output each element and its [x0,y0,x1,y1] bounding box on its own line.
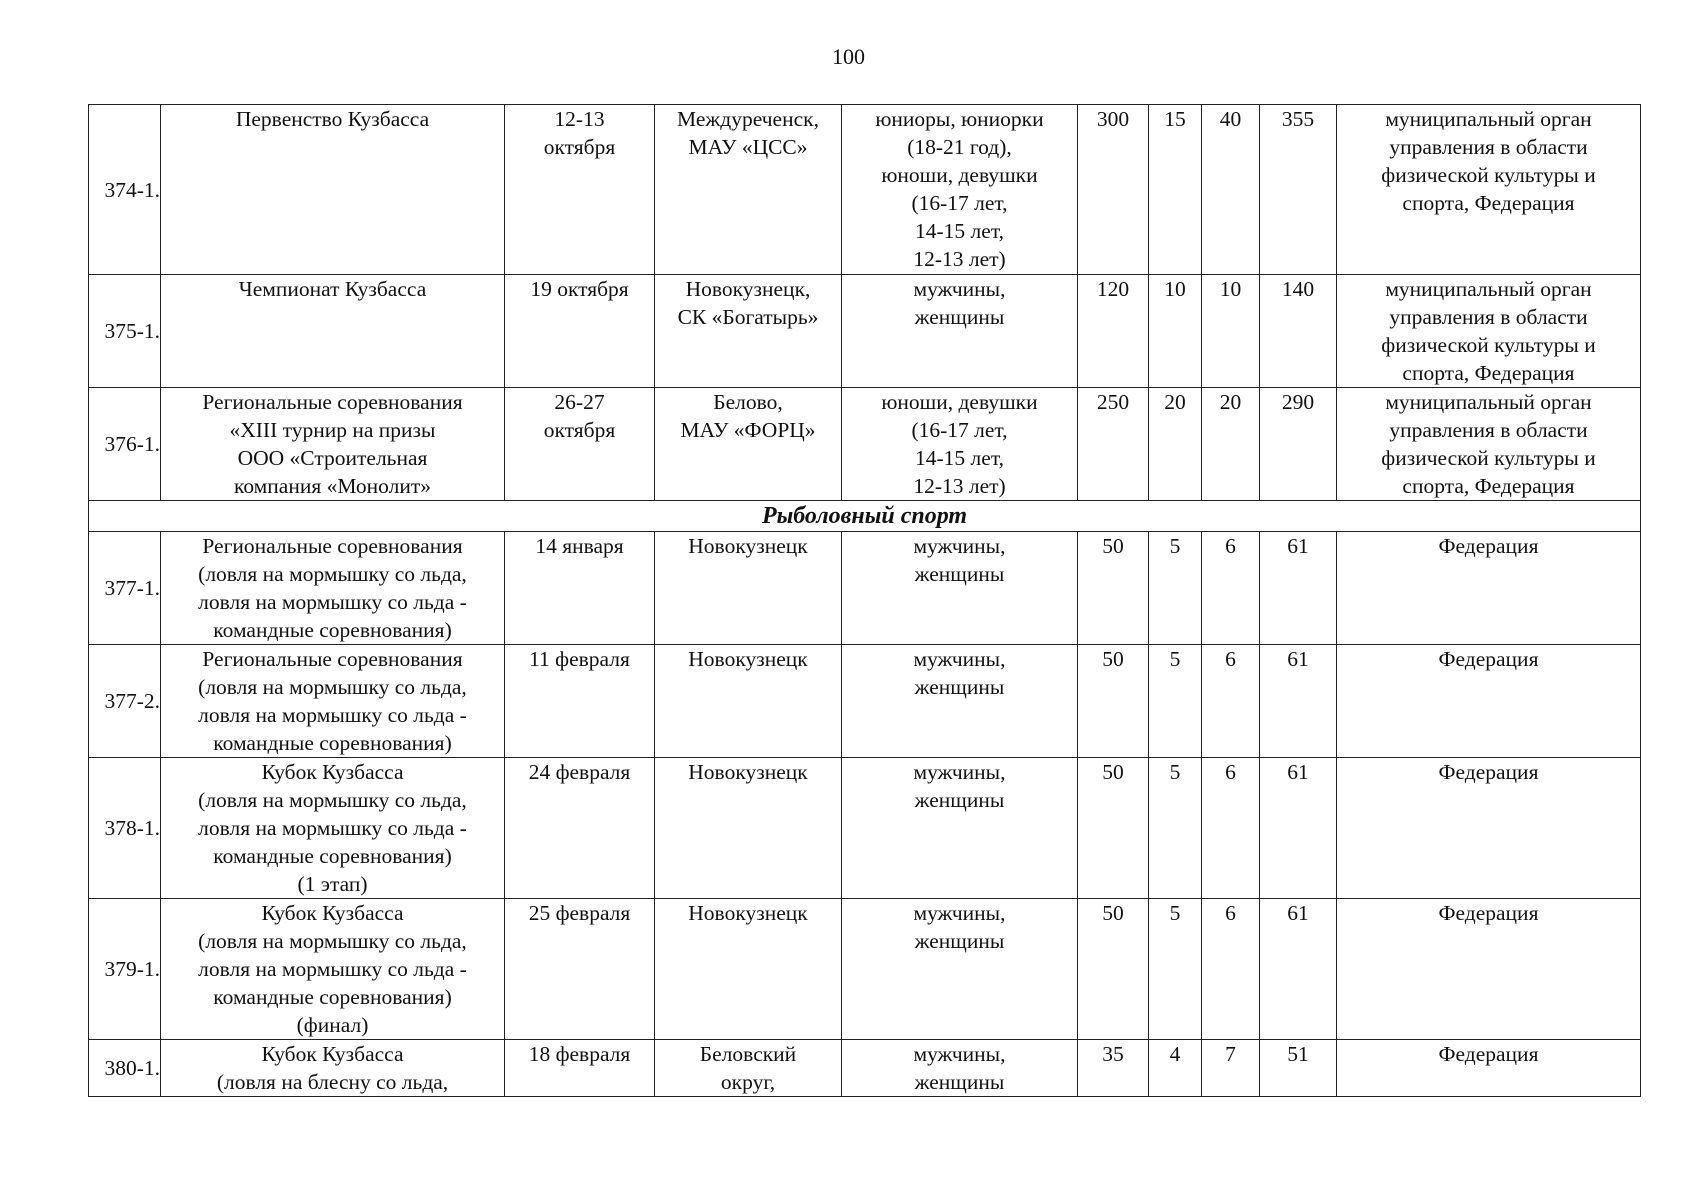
event-organizer: Федерация [1337,758,1641,899]
section-header-row [89,501,1641,532]
count-total: 290 [1260,388,1337,501]
count-total: 140 [1260,275,1337,388]
event-participants: мужчины, женщины [842,645,1078,758]
count-judges: 4 [1149,1040,1202,1097]
event-organizer: Федерация [1337,899,1641,1040]
count-coaches: 10 [1202,275,1260,388]
table-row [89,1040,1641,1097]
count-total: 61 [1260,758,1337,899]
event-participants: мужчины, женщины [842,1040,1078,1097]
table-row [89,532,1641,645]
count-total: 51 [1260,1040,1337,1097]
event-number: 379-1. [89,899,161,1040]
count-judges: 10 [1149,275,1202,388]
event-participants: мужчины, женщины [842,899,1078,1040]
event-place: Новокузнецк [655,532,842,645]
events-table [88,104,1641,1097]
count-athletes: 50 [1078,758,1149,899]
event-place: Белово, МАУ «ФОРЦ» [655,388,842,501]
count-coaches: 7 [1202,1040,1260,1097]
count-total: 61 [1260,645,1337,758]
event-participants: мужчины, женщины [842,275,1078,388]
table-row [89,758,1641,899]
event-date: 18 февраля [505,1040,655,1097]
event-participants: юниоры, юниорки (18-21 год), юноши, девушки (16-17 лет, 14-15 лет, 12-13 лет) [842,105,1078,275]
event-name: Кубок Кузбасса (ловля на мормышку со льда, ловля на мормышку со льда - командные соревнования) (1 этап) [161,758,505,899]
count-athletes: 50 [1078,532,1149,645]
event-participants: юноши, девушки (16-17 лет, 14-15 лет, 12-13 лет) [842,388,1078,501]
event-number: 380-1. [89,1040,161,1097]
event-place: Новокузнецк [655,899,842,1040]
count-judges: 20 [1149,388,1202,501]
event-date: 11 февраля [505,645,655,758]
count-total: 355 [1260,105,1337,275]
event-date: 19 октября [505,275,655,388]
table-row [89,388,1641,501]
count-total: 61 [1260,899,1337,1040]
count-judges: 5 [1149,758,1202,899]
count-coaches: 20 [1202,388,1260,501]
event-name: Кубок Кузбасса (ловля на мормышку со льда, ловля на мормышку со льда - командные соревнования) (финал) [161,899,505,1040]
event-organizer: муниципальный орган управления в области физической культуры и спорта, Федерация [1337,388,1641,501]
event-date: 14 января [505,532,655,645]
table-row [89,105,1641,275]
count-judges: 5 [1149,899,1202,1040]
event-place: Новокузнецк [655,758,842,899]
event-name: Региональные соревнования «XIII турнир на призы ООО «Строительная компания «Монолит» [161,388,505,501]
event-name: Первенство Кузбасса [161,105,505,275]
table-row [89,645,1641,758]
event-place: Новокузнецк [655,645,842,758]
page-number: 100 [832,44,865,69]
count-athletes: 50 [1078,899,1149,1040]
rows-boxing-section [89,105,1641,501]
event-name: Чемпионат Кузбасса [161,275,505,388]
count-judges: 5 [1149,532,1202,645]
count-total: 61 [1260,532,1337,645]
event-number: 376-1. [89,388,161,501]
event-participants: мужчины, женщины [842,758,1078,899]
event-name: Региональные соревнования (ловля на мормышку со льда, ловля на мормышку со льда - командные соревнования) [161,532,505,645]
event-date: 26-27 октября [505,388,655,501]
event-name: Региональные соревнования (ловля на мормышку со льда, ловля на мормышку со льда - командные соревнования) [161,645,505,758]
count-coaches: 6 [1202,532,1260,645]
event-number: 375-1. [89,275,161,388]
event-date: 24 февраля [505,758,655,899]
event-place: Новокузнецк, СК «Богатырь» [655,275,842,388]
table-row [89,275,1641,388]
count-coaches: 6 [1202,758,1260,899]
event-organizer: Федерация [1337,532,1641,645]
event-place: Междуреченск, МАУ «ЦСС» [655,105,842,275]
count-athletes: 120 [1078,275,1149,388]
event-date: 25 февраля [505,899,655,1040]
count-coaches: 6 [1202,899,1260,1040]
event-organizer: муниципальный орган управления в области физической культуры и спорта, Федерация [1337,275,1641,388]
event-organizer: муниципальный орган управления в области физической культуры и спорта, Федерация [1337,105,1641,275]
count-athletes: 35 [1078,1040,1149,1097]
count-judges: 5 [1149,645,1202,758]
count-coaches: 40 [1202,105,1260,275]
count-judges: 15 [1149,105,1202,275]
event-organizer: Федерация [1337,645,1641,758]
rows-fishing-section [89,532,1641,1097]
event-date: 12-13 октября [505,105,655,275]
count-athletes: 300 [1078,105,1149,275]
table-row [89,899,1641,1040]
section-title: Рыболовный спорт [89,501,1641,532]
count-coaches: 6 [1202,645,1260,758]
event-number: 377-2. [89,645,161,758]
event-number: 377-1. [89,532,161,645]
event-participants: мужчины, женщины [842,532,1078,645]
event-organizer: Федерация [1337,1040,1641,1097]
event-place: Беловский округ, [655,1040,842,1097]
event-number: 374-1. [89,105,161,275]
count-athletes: 250 [1078,388,1149,501]
count-athletes: 50 [1078,645,1149,758]
event-name: Кубок Кузбасса (ловля на блесну со льда, [161,1040,505,1097]
event-number: 378-1. [89,758,161,899]
